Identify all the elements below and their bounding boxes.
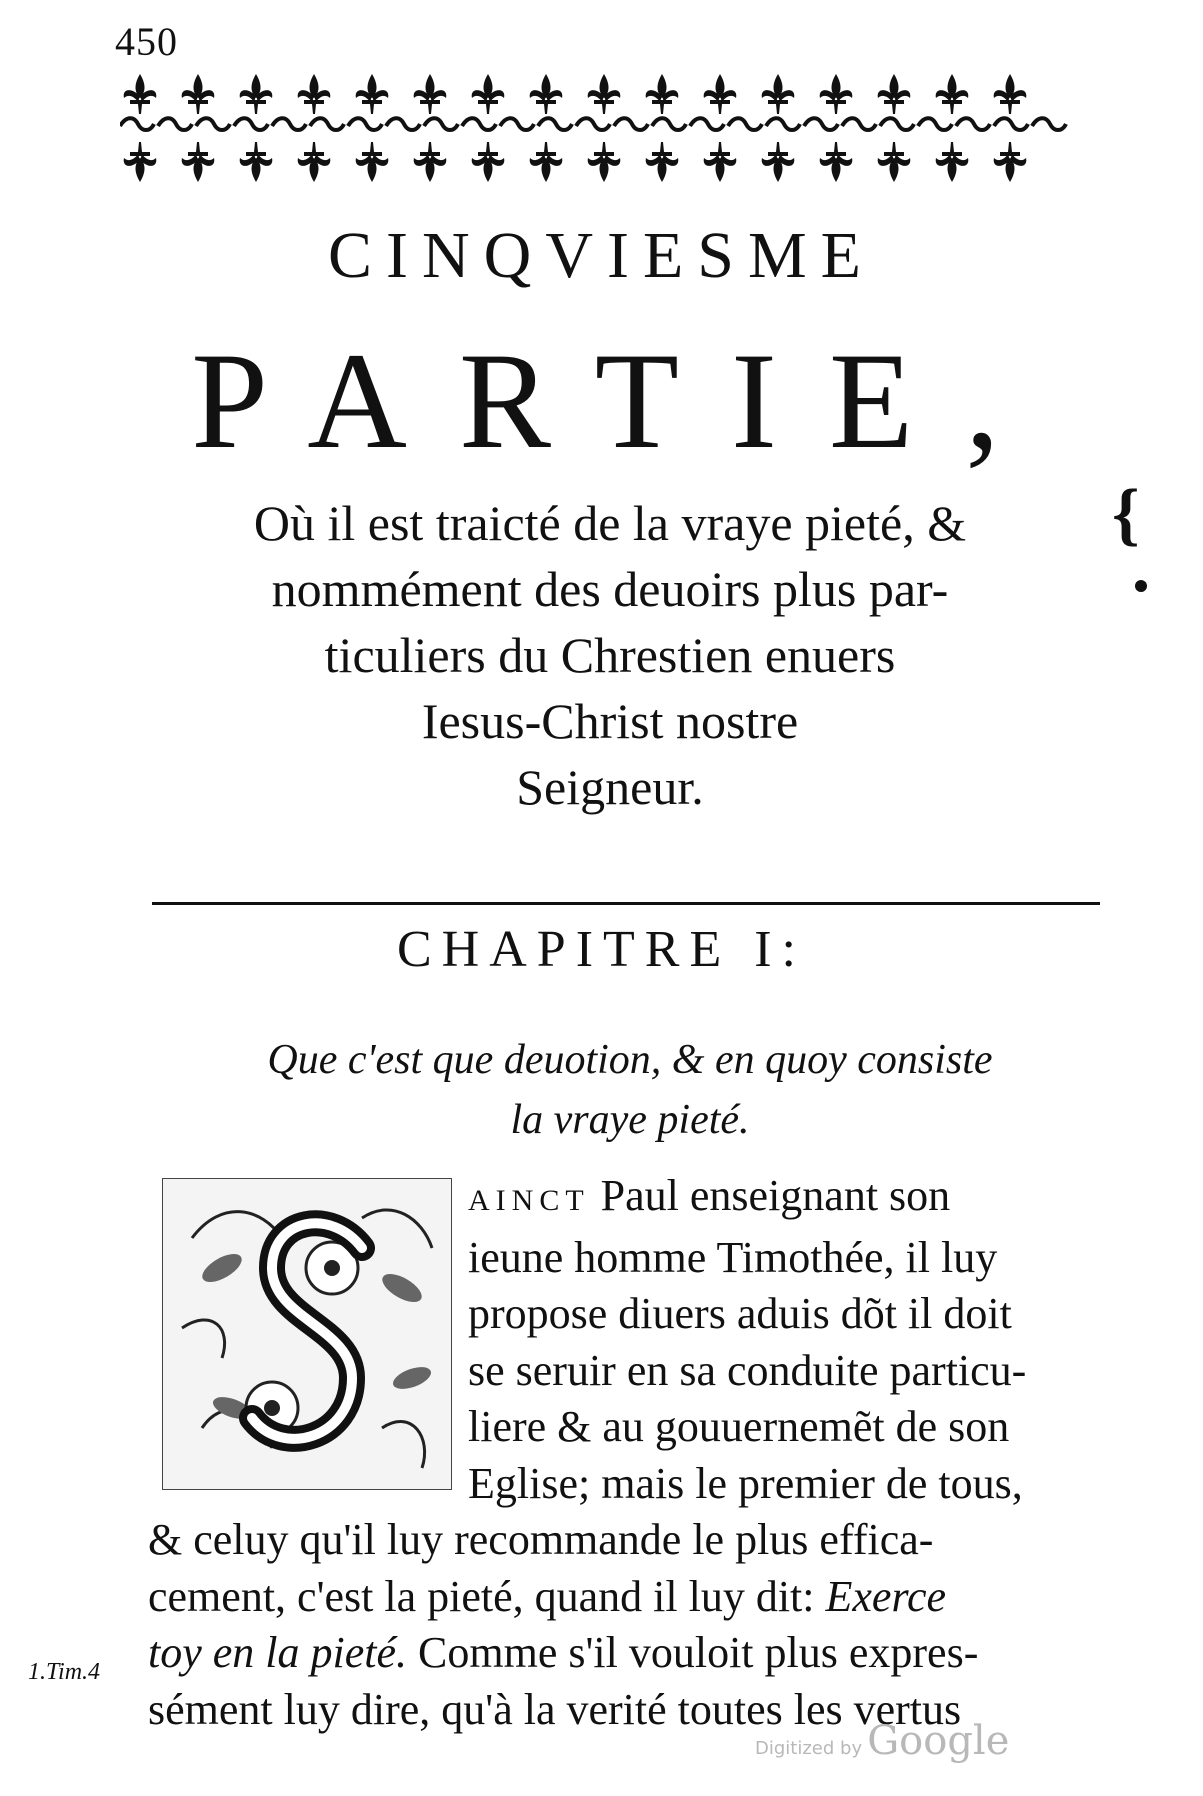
body-line: ieune homme Timothée, il luy [468, 1232, 998, 1282]
handwritten-bracket-mark: { [1112, 476, 1140, 553]
body-line: AINCT Paul enseignant son [468, 1171, 951, 1220]
body-line: propose diuers aduis dõt il doit [468, 1289, 1012, 1338]
digitized-watermark [755, 1718, 1009, 1764]
italic-quote: Exerce [825, 1571, 946, 1621]
chapter-subtitle-line: la vraye pieté. [510, 1097, 750, 1143]
title-line-1: CINQVIESME [328, 219, 875, 292]
watermark-prefix: Digitized by [755, 1738, 863, 1759]
body-line: liere & au gouuernemẽt de son [468, 1402, 1010, 1451]
margin-reference: 1.Tim.4 [28, 1659, 101, 1685]
chapter-subtitle [200, 1030, 1060, 1150]
italic-quote: toy en la pieté. [148, 1628, 408, 1677]
subtitle-line: Iesus-Christ nostre [421, 693, 799, 749]
chapter-heading: CHAPITRE I: [397, 921, 806, 978]
subtitle-line: ticuliers du Chrestien enuers [324, 627, 896, 683]
body-line: se seruir en sa conduite particu- [468, 1345, 1027, 1395]
body-line: & celuy qu'il luy recommande le plus effica- [148, 1515, 934, 1564]
chapter-subtitle-line: Que c'est que deuotion, & en quoy consiste [267, 1037, 993, 1083]
body-line: toy en la pieté. Comme s'il vouloit plus expres- [148, 1628, 979, 1677]
body-line: Eglise; mais le premier de tous, [468, 1458, 1023, 1508]
page-number: 450 [115, 19, 178, 64]
body-paragraph [148, 1168, 1128, 1738]
title-line-2: PARTIE, [191, 324, 1052, 477]
fleur-de-lis-band-icon [120, 72, 1100, 202]
subtitle-line: nommément des deuoirs plus par- [271, 561, 949, 617]
divider-rule [152, 902, 1100, 905]
small-caps-word: AINCT [468, 1184, 590, 1217]
body-line: cement, c'est la pieté, quand il luy dit: Exerce [148, 1571, 946, 1621]
subtitle-line: Seigneur. [516, 759, 704, 815]
watermark-brand: Google [867, 1718, 1010, 1764]
part-subtitle [130, 490, 1090, 820]
subtitle-line: Où il est traicté de la vraye pieté, & [253, 495, 967, 551]
ink-dot [1135, 580, 1147, 592]
body-line: sément luy dire, qu'à la verité toutes les vertus [148, 1684, 962, 1734]
